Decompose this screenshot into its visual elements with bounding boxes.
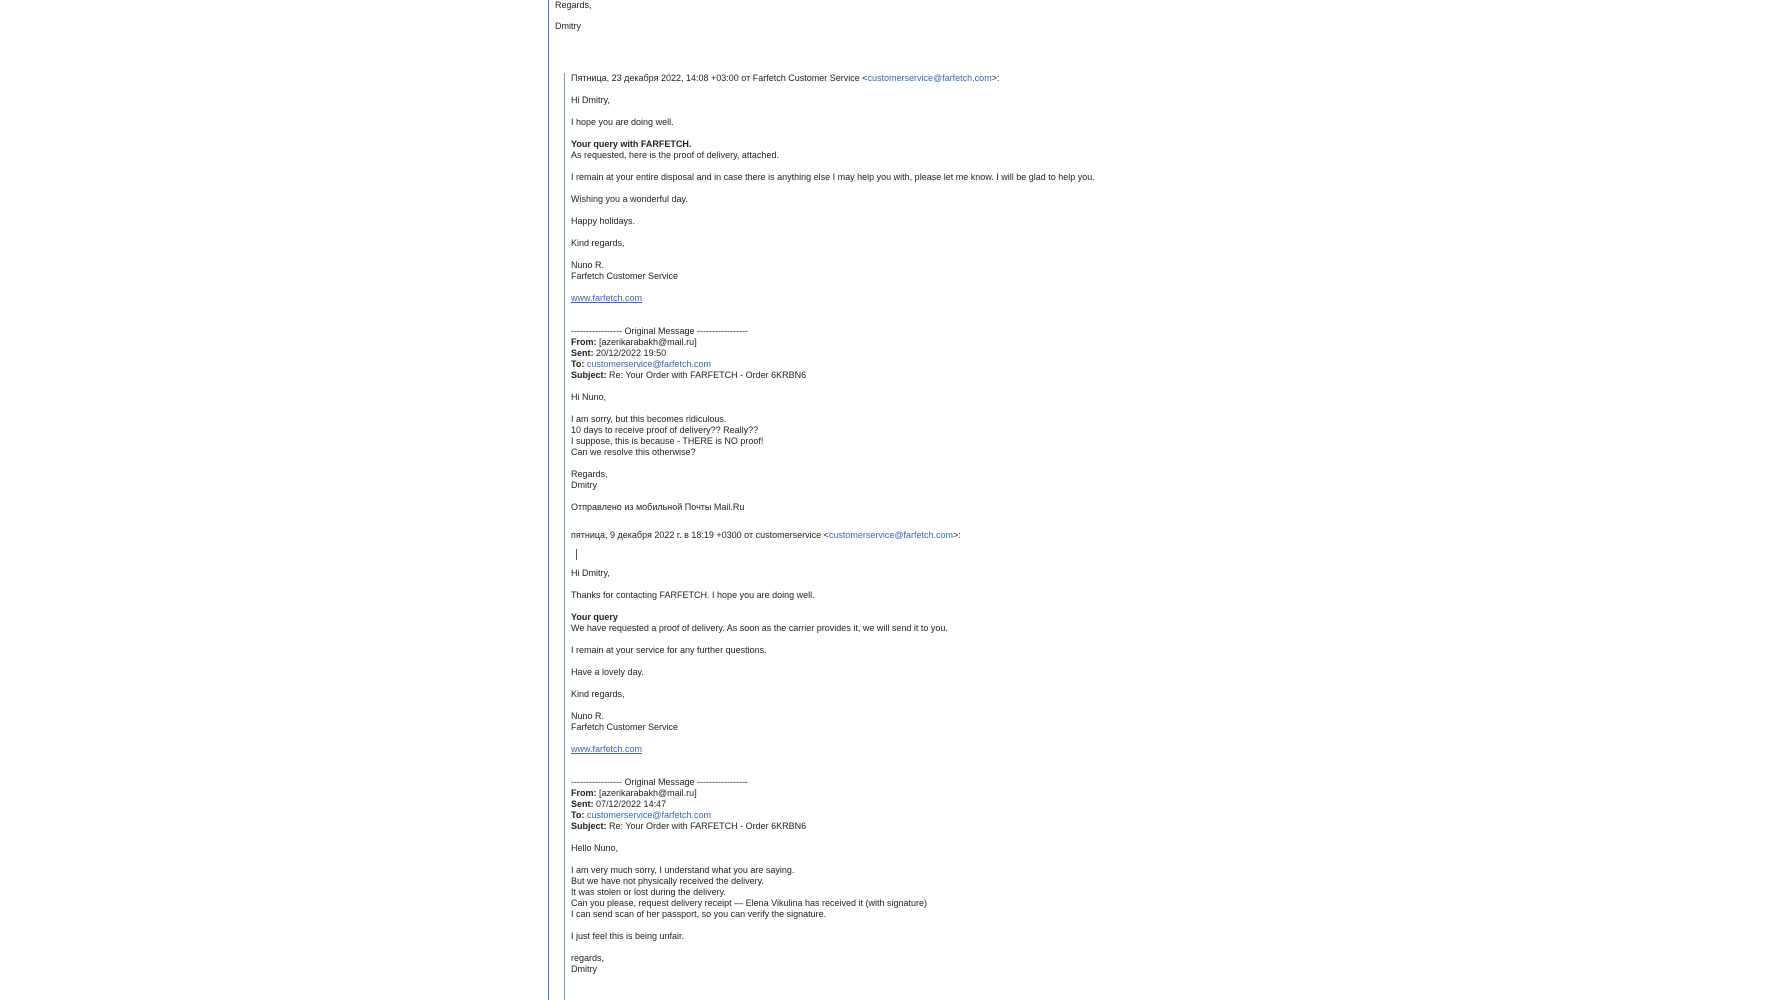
orig2-greeting: Hello Nuno,: [571, 843, 619, 853]
outer-quote-bar: [548, 0, 549, 1000]
orig2-to-label: To:: [571, 810, 585, 820]
orig2-line1: I am very much sorry, I understand what you are saying.: [571, 865, 795, 875]
msg1-wish: Wishing you a wonderful day.: [571, 194, 688, 204]
msg2-thanks: Thanks for contacting FARFETCH. I hope you are doing well.: [571, 590, 815, 600]
msg1-remain: I remain at your entire disposal and in case there is anything else I may help you with, please let me know. I will be glad to help you.: [571, 172, 1095, 182]
msg2-header: [571, 530, 961, 541]
msg2-kind-regards: Kind regards,: [571, 689, 625, 699]
orig2-to: [571, 810, 711, 821]
orig2-line3: It was stolen or lost during the delivery.: [571, 887, 726, 897]
msg2-website-link[interactable]: www.farfetch.com: [571, 744, 643, 754]
msg2-greeting: Hi Dmitry,: [571, 568, 610, 578]
orig1-greeting: Hi Nuno,: [571, 392, 607, 402]
orig2-sent: [571, 799, 666, 810]
msg1-greeting: Hi Dmitry,: [571, 95, 610, 105]
msg2-header-suffix: >:: [953, 530, 961, 540]
msg1-header: [571, 73, 999, 84]
orig2-from-value: [azerikarabakh@mail.ru]: [599, 788, 697, 798]
msg1-holidays: Happy holidays.: [571, 216, 636, 226]
msg2-query-body: We have requested a proof of delivery. As soon as the carrier provides it, we will send it to you.: [571, 623, 948, 633]
orig2-signature-name: Dmitry: [571, 964, 597, 974]
msg1-signature-team: Farfetch Customer Service: [571, 271, 679, 281]
orig1-to-label: To:: [571, 359, 585, 369]
orig1-line4: Can we resolve this otherwise?: [571, 447, 696, 457]
top-regards: Regards,: [555, 0, 592, 10]
orig2-regards: regards,: [571, 953, 605, 963]
orig1-sent-from: Отправлено из мобильной Почты Mail.Ru: [571, 502, 745, 512]
orig1-to: [571, 359, 711, 370]
msg2-header-prefix: пятница, 9 декабря 2022 г. в 18:19 +0300 от customerservice <: [571, 530, 829, 540]
orig1-from-value: [azerikarabakh@mail.ru]: [599, 337, 697, 347]
orig2-sent-value: 07/12/2022 14:47: [596, 799, 667, 809]
msg2-query-title: Your query: [571, 612, 618, 622]
msg2-signature-team: Farfetch Customer Service: [571, 722, 679, 732]
orig2-line2: But we have not physically received the delivery.: [571, 876, 764, 886]
orig1-sent: [571, 348, 666, 359]
orig2-subject: [571, 821, 806, 832]
orig2-unfair: I just feel this is being unfair.: [571, 931, 685, 941]
msg1-website-link[interactable]: www.farfetch.com: [571, 293, 643, 303]
msg1-header-email-link[interactable]: customerservice@farfetch.com: [867, 73, 992, 83]
orig2-line5: I can send scan of her passport, so you can verify the signature.: [571, 909, 827, 919]
orig2-from: [571, 788, 697, 799]
orig2-divider: ----------------- Original Message -----------------: [571, 777, 748, 787]
orig1-sent-label: Sent:: [571, 348, 594, 358]
msg2-header-email-link[interactable]: customerservice@farfetch.com: [828, 530, 954, 540]
msg2-signature-name: Nuno R.: [571, 711, 605, 721]
orig1-line1: I am sorry, but this becomes ridiculous.: [571, 414, 727, 424]
orig1-line3: I suppose, this is because - THERE is NO proof!: [571, 436, 764, 446]
orig2-to-email-link[interactable]: customerservice@farfetch.com: [586, 810, 712, 820]
msg1-signature-name: Nuno R.: [571, 260, 605, 270]
msg1-kind-regards: Kind regards,: [571, 238, 625, 248]
msg2-remain: I remain at your service for any further questions.: [571, 645, 767, 655]
msg1-query-title: Your query with FARFETCH.: [571, 139, 692, 149]
orig1-signature-name: Dmitry: [571, 480, 597, 490]
orig1-from: [571, 337, 697, 348]
text-cursor: [576, 549, 577, 560]
orig1-line2: 10 days to receive proof of delivery?? Really??: [571, 425, 759, 435]
orig1-subject-value: Re: Your Order with FARFETCH - Order 6KRBN6: [609, 370, 807, 380]
orig2-subject-label: Subject:: [571, 821, 607, 831]
inner-quote-bar: [564, 73, 565, 1000]
msg1-header-suffix: >:: [991, 73, 1000, 83]
orig1-regards: Regards,: [571, 469, 608, 479]
orig1-subject: [571, 370, 806, 381]
orig2-from-label: From:: [571, 788, 597, 798]
msg1-header-prefix: Пятница, 23 декабря 2022, 14:08 +03:00 от Farfetch Customer Service <: [571, 73, 868, 83]
msg1-query-body: As requested, here is the proof of delivery, attached.: [571, 150, 779, 160]
msg2-lovely: Have a lovely day.: [571, 667, 644, 677]
orig1-divider: ----------------- Original Message -----------------: [571, 326, 748, 336]
top-signature-name: Dmitry: [555, 21, 581, 31]
orig1-to-email-link[interactable]: customerservice@farfetch.com: [586, 359, 712, 369]
orig1-from-label: From:: [571, 337, 597, 347]
orig1-subject-label: Subject:: [571, 370, 607, 380]
orig1-sent-value: 20/12/2022 19:50: [596, 348, 667, 358]
orig2-line4: Can you please, request delivery receipt — Elena Vikulina has received it (with signature): [571, 898, 928, 908]
orig2-subject-value: Re: Your Order with FARFETCH - Order 6KRBN6: [609, 821, 807, 831]
msg1-hope: I hope you are doing well.: [571, 117, 674, 127]
orig2-sent-label: Sent:: [571, 799, 594, 809]
